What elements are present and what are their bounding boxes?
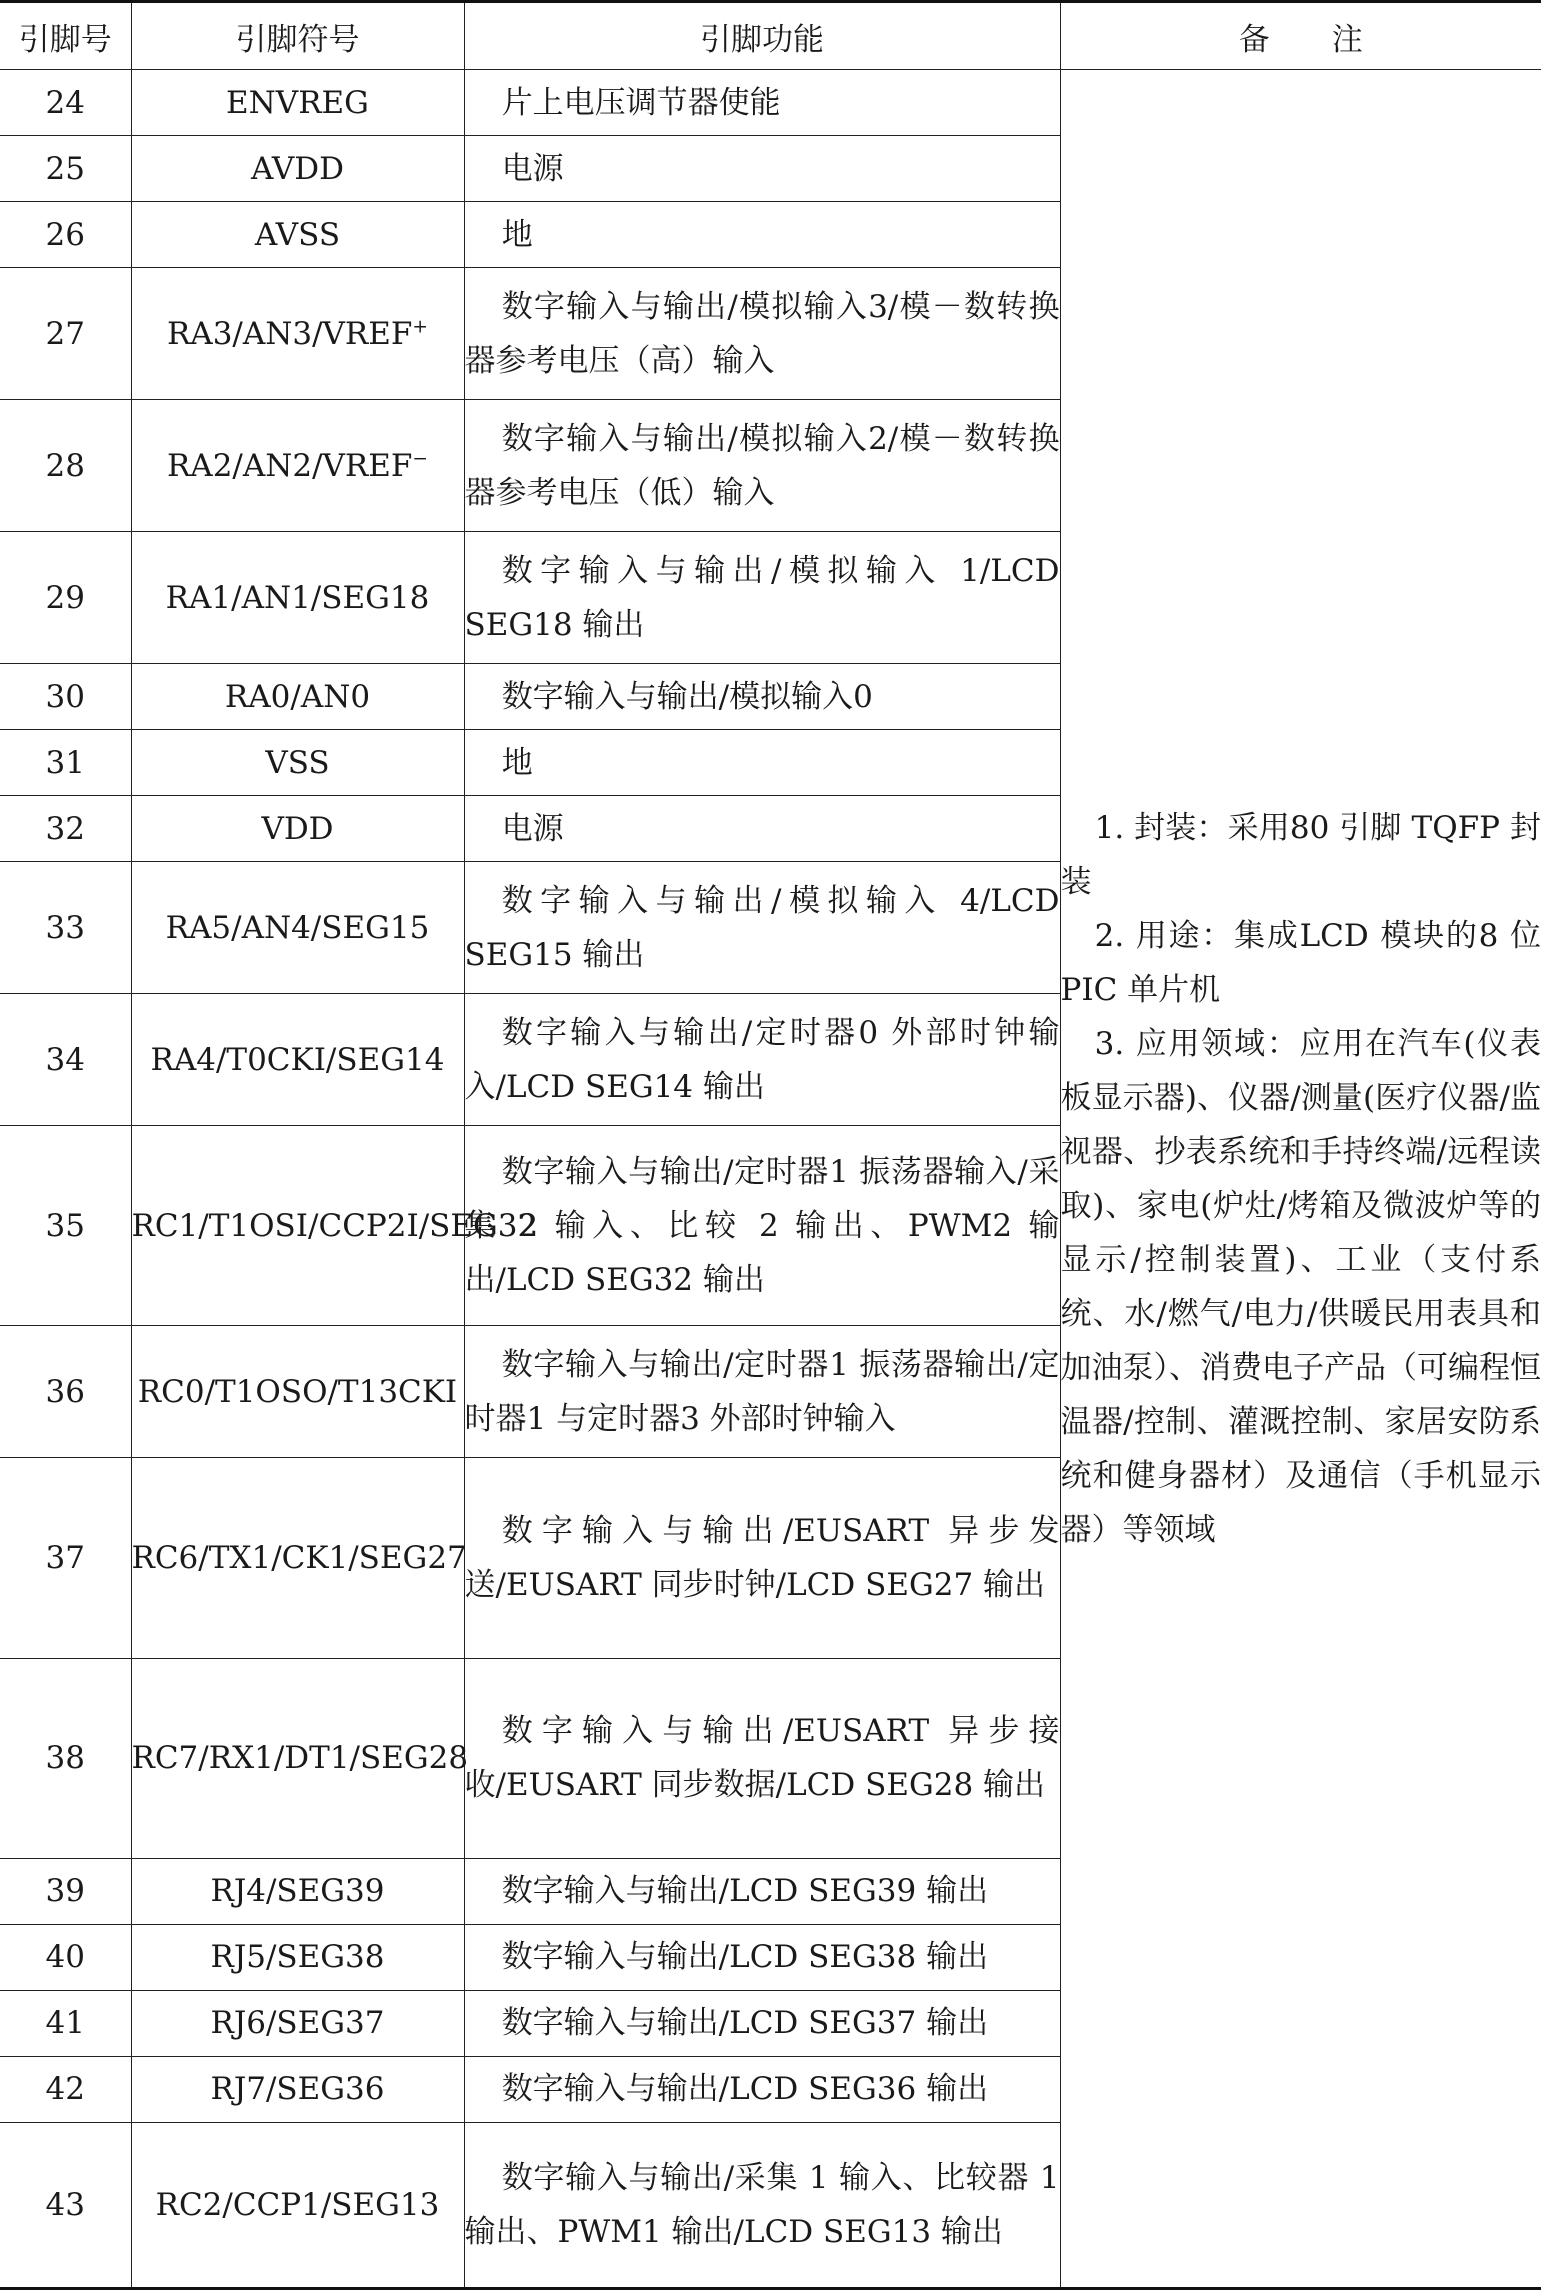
pin-number-cell: 30	[0, 664, 131, 730]
pin-function-text: 数字输入与输出/LCD SEG39 输出	[501, 1873, 989, 1910]
pin-function-cell	[464, 2122, 1060, 2288]
pin-symbol-text: RA3/AN3/VREF	[166, 315, 413, 352]
pin-function-cell	[464, 994, 1060, 1126]
pin-number-cell: 29	[0, 532, 131, 664]
pin-function-text: 数字输入与输出/模拟输入0	[501, 678, 873, 715]
pin-function-text: 电源	[501, 150, 564, 187]
note-item: 2. 用途：集成LCD 模块的8 位 PIC 单片机	[1060, 917, 1541, 1008]
pin-symbol-text: RJ4/SEG39	[210, 1873, 385, 1910]
pin-function-cell	[464, 202, 1060, 268]
pin-number-cell: 42	[0, 2056, 131, 2122]
header-row	[0, 2, 1541, 70]
pin-function-text: 电源	[501, 810, 564, 847]
pin-number-cell: 25	[0, 136, 131, 202]
pin-number-cell: 40	[0, 1924, 131, 1990]
pin-number-cell: 27	[0, 268, 131, 400]
pin-symbol-cell	[131, 136, 464, 202]
header-notes: 备 注	[1060, 2, 1541, 70]
pin-symbol-cell	[131, 268, 464, 400]
pin-symbol-cell	[131, 532, 464, 664]
pin-function-cell	[464, 2056, 1060, 2122]
pin-number-cell: 37	[0, 1458, 131, 1658]
pin-symbol-superscript: −	[412, 448, 429, 470]
pin-function-cell	[464, 1858, 1060, 1924]
pin-function-cell	[464, 400, 1060, 532]
pin-symbol-cell	[131, 1658, 469, 1858]
pin-symbol-cell	[131, 796, 464, 862]
pin-symbol-text: VSS	[265, 744, 330, 781]
pin-function-text: 数字输入与输出/EUSART 异步接收/EUSART 同步数据/LCD SEG28 输出	[464, 1713, 1060, 1804]
pin-function-text: 数字输入与输出/模拟输入3/模－数转换器参考电压（高）输入	[464, 288, 1060, 379]
pin-symbol-cell	[131, 730, 464, 796]
pin-number-cell: 38	[0, 1658, 131, 1858]
pin-symbol-text: RC6/TX1/CK1/SEG27	[131, 1539, 467, 1576]
table-row	[0, 70, 1541, 136]
pin-symbol-text: RA2/AN2/VREF	[166, 447, 413, 484]
pin-function-text: 数字输入与输出/LCD SEG36 输出	[501, 2071, 989, 2108]
pin-function-cell	[464, 136, 1060, 202]
pin-function-cell	[464, 1458, 1060, 1658]
pin-number-cell: 28	[0, 400, 131, 532]
pin-symbol-cell	[131, 202, 464, 268]
pin-symbol-cell	[131, 1858, 464, 1924]
pin-symbol-cell	[131, 70, 464, 136]
pin-function-cell	[464, 664, 1060, 730]
pin-symbol-text: RC1/T1OSI/CCP2I/SEG32	[131, 1207, 538, 1244]
pin-function-cell	[464, 268, 1060, 400]
header-pin-number: 引脚号	[0, 2, 131, 70]
pin-function-text: 数字输入与输出/EUSART 异步发送/EUSART 同步时钟/LCD SEG27 输出	[464, 1512, 1060, 1603]
pin-symbol-text: VDD	[261, 810, 334, 847]
pin-number-cell: 26	[0, 202, 131, 268]
pin-number-cell: 24	[0, 70, 131, 136]
pin-function-cell	[464, 1990, 1060, 2056]
pin-symbol-cell	[131, 664, 464, 730]
pin-function-cell	[464, 1326, 1060, 1458]
pin-symbol-cell	[131, 1924, 464, 1990]
pin-symbol-cell	[131, 1326, 464, 1458]
pin-symbol-cell	[131, 1990, 464, 2056]
pin-function-cell	[464, 862, 1060, 994]
pin-number-cell: 35	[0, 1126, 131, 1326]
pin-symbol-cell	[131, 862, 464, 994]
pin-number-cell: 32	[0, 796, 131, 862]
pin-function-text: 数字输入与输出/定时器1 振荡器输出/定时器1 与定时器3 外部时钟输入	[464, 1346, 1060, 1437]
pin-function-text: 片上电压调节器使能	[501, 84, 781, 121]
pin-number-cell: 41	[0, 1990, 131, 2056]
pin-symbol-text: RA4/T0CKI/SEG14	[150, 1041, 445, 1078]
pin-function-cell	[464, 796, 1060, 862]
pin-function-cell	[464, 1126, 1060, 1326]
header-pin-symbol: 引脚符号	[131, 2, 464, 70]
pin-symbol-cell	[131, 1458, 467, 1658]
note-item: 3. 应用领域：应用在汽车(仪表板显示器)、仪器/测量(医疗仪器/监视器、抄表系统和手持终端/远程读取)、家电(炉灶/烤箱及微波炉等的显示/控制装置)、工业（支付系统、水/燃气/电力/供暖民用表具和加油泵）、消费电子产品（可编程恒温器/控制、灌溉控制、家居安防系统和健身器材）及通信（手机显示器）等领域	[1060, 1025, 1541, 1548]
pin-number-cell: 39	[0, 1858, 131, 1924]
pin-function-text: 数字输入与输出/模拟输入 4/LCD SEG15 输出	[464, 882, 1060, 973]
pin-function-text: 数字输入与输出/模拟输入 1/LCD SEG18 输出	[464, 552, 1060, 643]
pin-number-cell: 43	[0, 2122, 131, 2288]
pin-symbol-text: RJ6/SEG37	[210, 2005, 385, 2042]
pin-number-cell: 33	[0, 862, 131, 994]
pin-function-text: 数字输入与输出/模拟输入2/模－数转换器参考电压（低）输入	[464, 420, 1060, 511]
pin-symbol-text: RJ5/SEG38	[210, 1939, 385, 1976]
pin-function-cell	[464, 70, 1060, 136]
pin-symbol-text: RC0/T1OSO/T13CKI	[137, 1373, 458, 1410]
pin-symbol-superscript: +	[412, 316, 429, 338]
pin-symbol-text: RA0/AN0	[224, 678, 371, 715]
pin-function-text: 数字输入与输出/采集 1 输入、比较器 1 输出、PWM1 输出/LCD SEG13 输出	[464, 2159, 1060, 2250]
pin-symbol-cell	[131, 400, 464, 532]
note-item: 1. 封装：采用80 引脚 TQFP 封装	[1060, 809, 1541, 900]
pin-symbol-text: RC2/CCP1/SEG13	[155, 2186, 440, 2223]
pin-symbol-text: RA5/AN4/SEG15	[165, 909, 430, 946]
pin-symbol-text: AVSS	[254, 216, 341, 253]
pin-symbol-text: RC7/RX1/DT1/SEG28	[131, 1740, 469, 1777]
pin-function-text: 数字输入与输出/定时器1 振荡器输入/采集 2 输入、比较 2 输出、PWM2 输出/LCD SEG32 输出	[464, 1153, 1060, 1298]
pin-symbol-cell	[131, 1126, 538, 1326]
pin-number-cell: 31	[0, 730, 131, 796]
pin-function-cell	[464, 1658, 1060, 1858]
pin-function-text: 数字输入与输出/定时器0 外部时钟输入/LCD SEG14 输出	[464, 1014, 1060, 1105]
pin-number-cell: 34	[0, 994, 131, 1126]
pin-symbol-cell	[131, 994, 464, 1126]
pin-symbol-text: ENVREG	[226, 84, 369, 121]
notes-cell	[1060, 70, 1541, 2289]
pin-function-cell	[464, 1924, 1060, 1990]
pin-symbol-text: RJ7/SEG36	[210, 2071, 385, 2108]
pin-function-text: 地	[501, 744, 533, 781]
pin-function-text: 数字输入与输出/LCD SEG38 输出	[501, 1939, 989, 1976]
pin-function-text: 数字输入与输出/LCD SEG37 输出	[501, 2005, 989, 2042]
pin-number-cell: 36	[0, 1326, 131, 1458]
pin-function-text: 地	[501, 216, 533, 253]
pin-function-cell	[464, 532, 1060, 664]
pin-symbol-text: AVDD	[251, 150, 344, 187]
pin-symbol-cell	[131, 2056, 464, 2122]
pin-symbol-cell	[131, 2122, 464, 2288]
header-pin-function: 引脚功能	[464, 2, 1060, 70]
pin-symbol-text: RA1/AN1/SEG18	[165, 579, 430, 616]
pin-function-cell	[464, 730, 1060, 796]
